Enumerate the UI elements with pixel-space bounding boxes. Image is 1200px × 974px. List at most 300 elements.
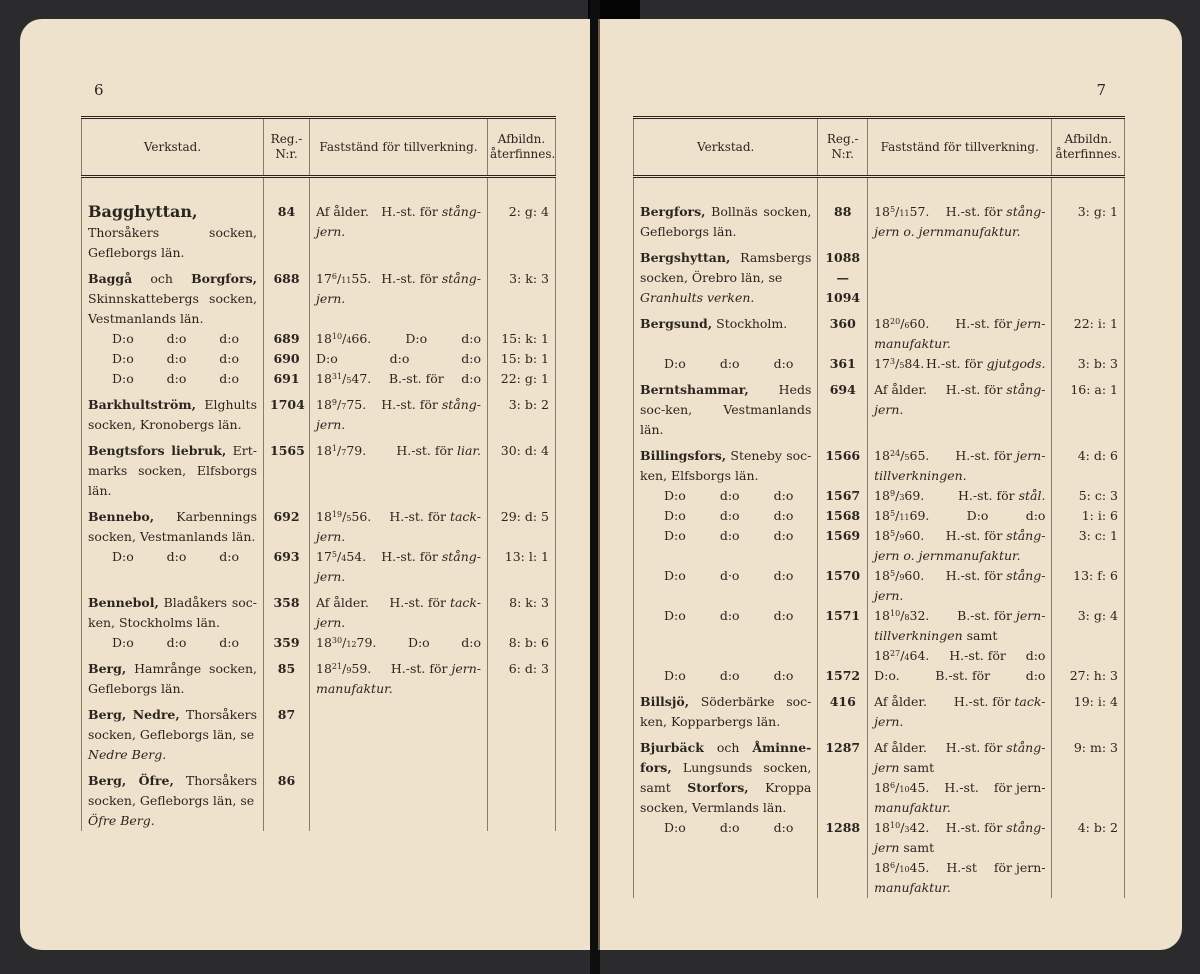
illustration-ref-cell [488,389,556,435]
ditto-marks [640,486,811,506]
workshop-cell [82,587,264,633]
reg-number: 694 [829,382,856,397]
illustration-ref-cell [1052,374,1125,440]
table-row [82,435,556,501]
date-month: 4 [346,336,352,345]
fixed-cell [310,587,488,633]
reg-number: 358 [273,595,300,610]
date-year-suffix: 69. [909,508,930,523]
fixed-text: d:o [1025,668,1046,683]
fixed-cell [868,566,1052,606]
date-day: 5 [890,569,896,578]
date-day: 6 [331,272,337,281]
illustration-ref-cell [1052,308,1125,354]
fixed-text: B.-st. för [935,668,991,683]
ditto-mark: D:o [664,568,686,583]
fixed-continuation: jern. [316,417,346,432]
illustration-ref: 3: b: 3 [1077,356,1118,371]
ditto-mark: d:o [719,608,740,623]
illustration-ref-cell [488,435,556,501]
fixed-text: D:o [405,331,428,346]
ditto-mark: d:o [719,356,740,371]
workshop-location: Kroppa socken, Vermlands län. [640,780,812,815]
workshop-name: Berg, [88,661,127,676]
workshop-name: Bennebo, [88,509,155,524]
illustration-ref-cell [1052,526,1125,566]
fixed-line [874,778,1045,798]
date: $18^5/960$. [874,568,925,583]
ditto-marks [88,547,257,567]
fixed-text: H.-st. för stång- [945,204,1046,219]
fixed-cell [868,818,1052,898]
fixed-line [874,486,1045,506]
date-day: 31 [331,372,343,381]
illustration-ref: 3: c: 1 [1078,528,1118,543]
date-year-prefix: 18 [874,648,890,663]
date-month: 4 [904,653,910,662]
date-day: 3 [890,357,896,366]
date: $18^5/1157$. [874,204,930,219]
date-day: 6 [890,861,896,870]
fixed-line [316,659,481,679]
fixed-cell [868,606,1052,666]
fixed-cell [310,435,488,501]
reg-number: 692 [273,509,300,524]
fixed-text: Af ålder. [874,740,927,755]
workshop-cell [634,440,818,486]
reg-number: 1568 [825,508,861,523]
workshop-cell [634,526,818,566]
date-month: 3 [899,493,905,502]
workshop-location: Thorsåkers socken, Gefleborgs län. [88,225,257,260]
date-year-prefix: 18 [316,443,332,458]
ditto-mark: d:o [773,820,794,835]
reg-number: 360 [829,316,856,331]
reg-number: 87 [277,707,296,722]
ditto-mark: D:o [664,668,686,683]
table-row [634,566,1125,606]
left-page [20,19,590,950]
fixed-cell [310,633,488,653]
illustration-ref-cell [488,699,556,765]
illustration-ref: 5: c: 3 [1078,488,1118,503]
reg-number: 691 [273,371,300,386]
illustration-ref-cell [488,765,556,831]
workshop-location: Thorsåkers socken, Gefleborgs län, se [88,773,257,808]
illustration-ref-cell [488,349,556,369]
fixed-text: H.-st. för stång- [381,271,481,286]
ditto-marks [640,566,811,586]
ditto-mark: d:o [219,635,239,650]
fixed-continuation: manufaktur. [874,336,951,351]
page-number: 7 [1096,81,1106,99]
reg-number: 88 [834,204,852,219]
table-row [634,606,1125,666]
table-row [82,653,556,699]
workshop-name: Bergshyttan, [640,250,731,265]
workshop-location: Stockholm. [716,316,788,331]
workshop-location: Bladåkers soc-ken, Stockholms län. [88,595,257,630]
workshop-cell [82,349,264,369]
fixed-text: för jern- [993,860,1046,875]
fixed-continuation: jern samt [874,840,935,855]
fixed-continuation: manufaktur. [874,800,951,815]
workshop-cell [634,818,818,898]
date: $18^{10}/466$. [316,331,372,346]
ditto-mark: d:o [219,549,239,564]
illustration-ref: 4: d: 6 [1077,448,1118,463]
fixed-text: H.-st. för gjutgods. [926,356,1046,371]
fixed-line [874,446,1045,466]
col-header-reg-no: Reg.- N:r. [818,118,868,177]
fixed-text: B.-st. för [388,371,444,386]
date-month: 3 [904,825,910,834]
illustration-ref: 3: k: 3 [509,271,549,286]
fixed-continuation: tillverkningen. [874,468,967,483]
date-year-suffix: 60. [904,528,925,543]
workshop-cell [82,263,264,329]
conjunction: och [716,740,740,755]
date: $18^1/779$. [316,443,367,458]
fixed-cell [310,389,488,435]
illustration-ref: 22: g: 1 [500,371,549,386]
date: $18^{20}/660$. [874,316,930,331]
date-year-suffix: 79. [346,443,367,458]
date-month: 6 [904,321,910,330]
fixed-text: för jern- [993,780,1046,795]
ditto-mark: d:o [219,331,239,346]
workshop-location: Thorsåkers socken, Gefleborgs län, se [88,707,257,742]
workshop-cell [634,486,818,506]
fixed-text: H.-st. för stång- [945,740,1046,755]
workshop-cell [634,566,818,606]
table-row [634,526,1125,566]
fixed-text: D:o. [874,668,900,683]
illustration-ref: 4: b: 2 [1077,820,1118,835]
workshop-cell [634,242,818,308]
fixed-continuation: jern o. jernmanufaktur. [874,224,1021,239]
date-month: 9 [899,573,905,582]
ditto-mark: d:o [166,635,187,650]
fixed-text: H.-st. för stång- [381,204,481,219]
registry-table [633,116,1125,898]
ditto-mark: d:o [773,488,794,503]
workshop-name: Bengtsfors liebruk, [88,443,227,458]
fixed-text: H.-st. för stång- [381,549,481,564]
date-month: 4 [341,554,347,563]
workshop-cell [634,732,818,818]
date: $18^{21}/959$. [316,661,372,676]
reg-number: 1569 [825,528,861,543]
workshop-cell [82,435,264,501]
workshop-location: Ert-marks socken, Elfsborgs län. [88,443,257,498]
illustration-ref: 13: f: 6 [1073,568,1118,583]
ditto-marks [640,818,811,838]
date-year-prefix: 18 [874,860,890,875]
fixed-line [316,547,481,567]
fixed-text: Af ålder. [316,204,369,219]
fixed-cell [868,506,1052,526]
date-day: 10 [890,821,901,830]
right-page [600,19,1182,950]
fixed-line [874,526,1045,546]
fixed-text: Af ålder. [874,382,927,397]
date-year-suffix: 54. [346,549,367,564]
illustration-ref-cell [1052,566,1125,606]
reg-number: 1572 [825,668,861,683]
date-year-prefix: 17 [316,549,332,564]
date: $18^{31}/547$. [316,371,372,386]
fixed-line [874,606,1045,626]
date-day: 5 [890,509,896,518]
workshop-name: Billsjö, [640,694,690,709]
date: $18^{10}/832$. [874,608,930,623]
fixed-text: B.-st. för jern- [957,608,1046,623]
reg-number-cell [264,329,310,349]
fixed-cell [310,177,488,264]
workshop-cell [82,765,264,831]
fixed-line [316,395,481,415]
fixed-line [874,506,1045,526]
ditto-mark: d:o [166,549,187,564]
ditto-marks [88,633,257,653]
date-day: 5 [890,529,896,538]
col-header-workshop: Verkstad. [82,118,264,177]
ditto-mark: d:o [166,351,187,366]
illustration-ref-cell [1052,818,1125,898]
date-day: 10 [890,609,901,618]
illustration-ref: 29: d: 5 [500,509,549,524]
ditto-marks [640,354,811,374]
reg-number: 693 [273,549,300,564]
workshop-location: Heds soc-ken, Vestmanlands län. [640,382,812,437]
workshop-cell [82,501,264,547]
illustration-ref-cell [1052,732,1125,818]
fixed-text: Af ålder. [874,694,927,709]
fixed-text: Af ålder. [316,595,369,610]
ditto-mark: D:o [112,549,134,564]
illustration-ref: 1: i: 6 [1081,508,1118,523]
fixed-line [316,441,481,461]
fixed-line [316,507,481,527]
fixed-cell [868,242,1052,308]
workshop-name: Bergfors, [640,204,706,219]
fixed-cell [868,666,1052,686]
reg-number: 1094 [825,290,861,305]
illustration-ref-cell [488,653,556,699]
fixed-cell [310,653,488,699]
reg-number-cell [264,699,310,765]
reg-number-cell [818,242,868,308]
reg-number-cell [818,818,868,898]
fixed-cell [868,374,1052,440]
reg-number: 1287 [825,740,861,755]
date-day: 27 [890,649,901,658]
date-year-prefix: 18 [874,568,890,583]
date-year-suffix: 42. [909,820,930,835]
table-row [634,374,1125,440]
table-row [82,349,556,369]
col-header-reg-no: Reg.- N:r. [264,118,310,177]
reg-number-cell [818,686,868,732]
fixed-continuation: jern. [874,588,904,603]
fixed-text: H.-st. [944,780,979,795]
reg-number: 361 [829,356,856,371]
reg-number: 1704 [270,397,305,412]
fixed-text: d:o [461,351,481,366]
reg-number-cell [264,765,310,831]
ditto-marks [640,506,811,526]
fixed-continuation: jern. [316,569,346,584]
illustration-ref: 2: g: 4 [508,204,549,219]
illustration-ref-cell [1052,177,1125,243]
reg-number-cell [264,435,310,501]
date-year-prefix: 18 [874,528,890,543]
workshop-cell [634,177,818,243]
date: $18^9/369$. [874,488,925,503]
reg-number: 1571 [825,608,861,623]
date-year-prefix: 18 [874,780,890,795]
workshop-name: Bergsund, [640,316,713,331]
date-year-suffix: 66. [351,331,372,346]
ditto-mark: D:o [112,635,134,650]
fixed-line [874,858,1045,878]
date-year-suffix: 59. [351,661,372,676]
fixed-cell [310,765,488,831]
date-year-prefix: 18 [316,397,332,412]
date-year-suffix: 45. [909,860,930,875]
reg-number-cell [264,501,310,547]
fixed-text: d:o [1025,508,1046,523]
reg-number-cell [818,732,868,818]
reg-number-cell [818,308,868,354]
workshop-name: Borgfors, [191,271,257,286]
illustration-ref-cell [1052,606,1125,666]
workshop-name: Storfors, [687,780,749,795]
date-year-prefix: 17 [874,356,890,371]
date-day: 10 [331,332,343,341]
ditto-mark: d:o [719,488,740,503]
date: $18^9/775$. [316,397,367,412]
workshop-cell [634,374,818,440]
date-year-suffix: 45. [909,780,930,795]
illustration-ref: 27: h: 3 [1069,668,1118,683]
reg-number-cell [818,606,868,666]
workshop-name: Åminne-fors, [640,740,812,775]
ditto-mark: d:o [773,608,794,623]
fixed-text: d:o [461,635,481,650]
date-year-prefix: 18 [874,204,890,219]
ditto-mark: D:o [664,608,686,623]
workshop-cell [634,686,818,732]
fixed-text: H.-st. för tack- [389,509,481,524]
workshop-cell [82,633,264,653]
fixed-cell [310,501,488,547]
fixed-line [874,666,1045,686]
table-row [82,587,556,633]
registry-table [81,116,556,831]
illustration-ref: 8: b: 6 [508,635,549,650]
col-header-workshop: Verkstad. [634,118,818,177]
date-month: 11 [899,513,910,522]
workshop-cell [82,329,264,349]
workshop-cell [634,308,818,354]
workshop-location: Söderbärke soc-ken, Kopparbergs län. [640,694,812,729]
reg-number-cell [264,349,310,369]
fixed-cell [310,349,488,369]
illustration-ref-cell [1052,486,1125,506]
ditto-mark: D:o [664,488,686,503]
table-row [634,486,1125,506]
conjunction: och [150,271,173,286]
reg-number: 416 [829,694,856,709]
date: $17^5/454$. [316,549,367,564]
workshop-location: Steneby soc-ken, Elfsborgs län. [640,448,812,483]
fixed-continuation: tillverkningen samt [874,628,998,643]
table-row [82,329,556,349]
date-year-prefix: 17 [316,271,332,286]
col-header-fixed: Fastständ för tillverkning. [868,118,1052,177]
table-row [634,506,1125,526]
fixed-cell [868,354,1052,374]
fixed-text: H.-st. för tack- [953,694,1046,709]
date-month: 5 [899,361,905,370]
ditto-mark: D:o [664,820,686,835]
illustration-ref-cell [1052,686,1125,732]
fixed-line [874,692,1045,712]
workshop-cell [82,389,264,435]
fixed-text: H.-st. för [949,648,1006,663]
fixed-text: d:o [389,351,410,366]
illustration-ref: 22: i: 1 [1073,316,1118,331]
workshop-location: Bollnäs socken, Gefleborgs län. [640,204,812,239]
fixed-text: d:o [1025,648,1046,663]
date-day: 1 [331,444,337,453]
table-row [634,177,1125,243]
workshop-name: Barkhultström, [88,397,196,412]
reg-number-cell [264,389,310,435]
fixed-line [316,633,481,653]
date-month: 5 [346,376,352,385]
date-day: 5 [890,205,896,214]
ditto-mark: d:o [773,568,794,583]
cross-reference: Öfre Berg. [88,813,155,828]
date: $18^6/1045$. [874,860,930,875]
ditto-marks [88,349,257,369]
date-month: 10 [899,865,910,874]
table-row [82,263,556,329]
illustration-ref: 6: d: 3 [508,661,549,676]
workshop-name: Berntshammar, [640,382,749,397]
fixed-line [874,380,1045,400]
reg-number: 359 [273,635,300,650]
fixed-text: H.-st. för jern- [955,316,1046,331]
date-month: 8 [904,613,910,622]
fixed-cell [868,686,1052,732]
fixed-line [874,314,1045,334]
fixed-text: D:o [316,351,338,366]
table-row [82,633,556,653]
workshop-location: Elghults socken, Kronobergs län. [88,397,257,432]
illustration-ref: 3: g: 4 [1077,608,1118,623]
ditto-mark: D:o [664,528,686,543]
ditto-mark: D:o [664,356,686,371]
fixed-line [874,818,1045,838]
date-day: 24 [890,449,901,458]
date: $18^{19}/556$. [316,509,372,524]
fixed-text: H.-st. för stång- [381,397,481,412]
table-row [82,177,556,264]
